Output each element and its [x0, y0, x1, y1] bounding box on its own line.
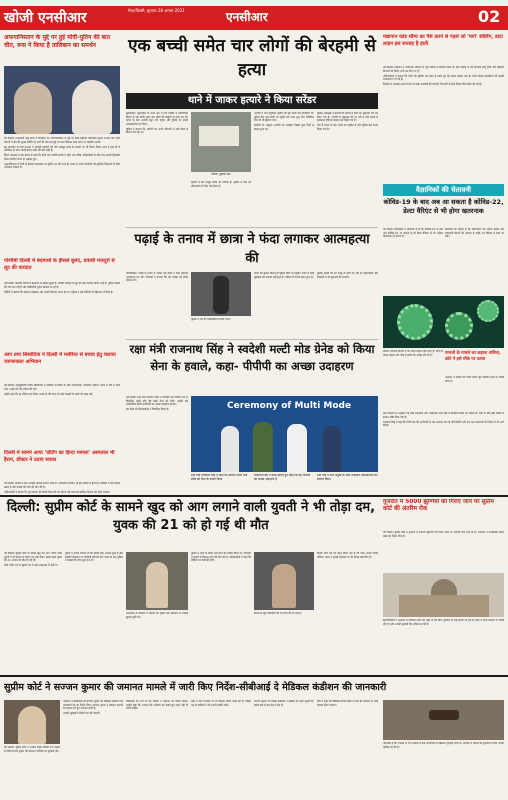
- ceremony-banner-text: Ceremony of Multi Mode: [227, 401, 352, 411]
- story2-body-col2: पुलिस ने शव को पोस्टमार्टम के लिए भेजा।: [191, 318, 231, 321]
- gavel-icon: [429, 710, 459, 720]
- masthead: [0, 0, 508, 32]
- date-line: मेरठ/दिल्ली, बुधवार 28 अगस्त 2021: [128, 8, 185, 13]
- story2-body-col1: गाजियाबाद। पढ़ाई के तनाव में आकर एक छात्रा ने फंदा लगाकर आत्महत्या कर ली। परिजनों ने बताया कि वह परीक्षा को लेकर परेशान थी।: [126, 272, 188, 283]
- supreme-court-dome: [431, 579, 457, 595]
- right-headline-2: कोविड-19 के बाद अब आ सकता है कोविड-22, डेल्टा वैरिएंट से भी होगा खतरनाक: [383, 198, 504, 215]
- court-gavel-photo: [383, 700, 504, 740]
- col1-body-1: नई दिल्ली। प्रधानमंत्री नरेंद्र मोदी ने मंगलवार को अफगानिस्तान के मुद्दे पर रूसी राष्ट्रपति व्लादिमीर पुतिन से बात की। दोनों नेताओं ने क्षेत्र की सुरक्षा स्थिति पर चर्चा की और इस मुद्दे पर साथ मिलकर काम करने पर सहमति जताई। इस बातचीत में दोनों नेताओं ने आपसी सहयोग को और मजबूत करने के उपायों पर भी विचार किया। रूस ने हाल ही में तालिबान के साथ संपर्क बनाए रखने की बात कही है। विदेश मंत्रालय ने एक बयान में कहा कि दोनों नेता करीबी संपर्क में रहेंगे और वरिष्ठ अधिकारियों के बीच एक स्थायी द्विपक्षीय चैनल स्थापित करने पर सहमत हुए। अफगानिस्तान में तेजी से बदलते घटनाक्रम पर दुनिया भर की नजर है। भारत ने अपने नागरिकों को सुरक्षित निकालने के लिए अभियान चलाया है।: [4, 137, 120, 170]
- right-body-2: नई दिल्ली। वैज्ञानिकों ने चेतावनी दी है कि कोविड-19 के बाद अब कोविड-22 आ सकता है जो डेल्टा वैरिएंट से भी अधिक खतरनाक हो सकता है।: [383, 228, 443, 239]
- story6-body-col5: सज्जन कुमार को दिल्ली हाईकोर्ट ने उम्रकैद की सजा सुनाई थी। इसके बाद से वह जेल में बंद हैं।: [254, 700, 314, 707]
- story6-body-col1: नई दिल्ली। सुप्रीम कोर्ट ने 1984 सिख विरोधी दंगा मामले में दोषी सज्जन कुमार की जमानत याचिका पर सुनवाई की।: [4, 746, 60, 753]
- lead-body-col1: मुरादाबाद। मुरादाबाद के थाना क्षेत्र में एक व्यक्ति ने पारिवारिक विवाद में एक बच्ची समेत चार लोगों की बेरहमी से हत्या कर दी। घटना के बाद आरोपी खुद थाने पहुंचा और पुलिस के सामने आत्मसमर्पण कर दिया। पुलिस ने बताया कि आरोपी का अपने परिजनों से लंबे समय से विवाद चल रहा था।: [126, 112, 188, 135]
- lead-body-col4: पुलिस अधीक्षक ने बताया कि मामले में हत्या का मुकदमा दर्ज कर लिया गया है। आरोपी से पूछताछ की जा रही है और घटना में इस्तेमाल हथियार बरामद कर लिया गया है। गांव में घटना के बाद तनाव का माहौल है और पुलिस बल तैनात किया गया है।: [317, 112, 378, 131]
- story4-headline: दिल्ली: सुप्रीम कोर्ट के सामने खुद को आग लगाने वाली युवती ने भी तोड़ा दम, युवक की 21 को हो गई थी मौत: [6, 500, 376, 533]
- story6-body-col4: कोर्ट ने जेल प्रशासन से भी स्वास्थ्य रिपोर्ट तलब की है। पीड़ित पक्ष के वकीलों ने भी अपनी दलीलें रखीं।: [191, 700, 251, 707]
- lead-body-col3: आरोपी ने थाने पहुंचकर पुलिस को पूरी घटना की जानकारी दी। पुलिस टीम तुरंत मौके पर पहुंची और जांच शुरू की। फॉरेंसिक टीम को भी बुलाया गया। ग्रामीणों के अनुसार आरोपी का व्यवहार पिछले कुछ दिनों से बदला हुआ था।: [254, 112, 314, 131]
- section-name: एनसीआर: [226, 10, 268, 24]
- story4-photo-2: [254, 552, 314, 610]
- story4-body-col1: नई दिल्ली। सुप्रीम कोर्ट के सामने खुद को आग लगाने वाली युवती ने भी इलाज के दौरान दम तोड़ दिया। इससे पहले युवक की 21 अगस्त को मौत हो गई थी। दोनों गंभीर रूप से झुलस गए थे और अस्पताल में भर्ती थे।: [4, 552, 62, 568]
- page-number: 02: [478, 7, 501, 26]
- ceremony-photo: [191, 396, 378, 472]
- sajjan-kumar-figure: [18, 706, 46, 744]
- story4-body-col3: अस्पताल के डॉक्टरों ने बताया कि युवती 80 प्रतिशत से अधिक झुलस चुकी थी।: [126, 612, 188, 619]
- putin-figure: [14, 82, 52, 134]
- lead-photo-caption: बरेली, पुलिस दल: [211, 173, 231, 176]
- story2-body-col4: पुलिस मामले की हर पहलू से जांच कर रही है। सहपाठियों और शिक्षकों से भी पूछताछ की जाएगी।: [317, 272, 378, 279]
- story6-body-col2: अदालत ने सीबीआई को सज्जन कुमार की मेडिकल कंडीशन की जानकारी देने का निर्देश दिया। सज्जन कुमार ने स्वास्थ्य कारणों का हवाला देते हुए जमानत मांगी है। अगली सुनवाई में रिपोर्ट पेश की जाएगी।: [63, 700, 123, 716]
- story4-photo-figure: [146, 562, 168, 608]
- ceremony-person-1: [221, 426, 239, 472]
- col1-headline-4: दिल्ली में सामने आया 'वोटिंग का हिन्दा मामला' अस्पताल भी हैरान, डॉक्टर ने उठाए सवाल: [4, 450, 115, 463]
- right-headline-3: मामलों के मामले का कहाना शर्मिला, कोर्ट ने इसे मौके पर उतारा: [445, 350, 501, 361]
- ceremony-person-3: [287, 424, 307, 472]
- col1-body-2: नई दिल्ली। पश्चिमी दिल्ली में बदमाशों के हौसले बुलंद हैं। प्रवासी मजदूरों से लूट की कई वारदातें सामने आई हैं। पुलिस मामले की जांच कर रही है और सीसीटीवी फुटेज खंगाले जा रहे हैं। पीड़ितों ने बताया कि बदमाश मोबाइल और नकदी छीनकर फरार हो गए। पुलिस ने कई संदिग्धों को हिरासत में लिया है।: [4, 282, 120, 294]
- story5-body-2: झुग्गीवासियों ने अदालत में याचिका दायर कर कहा था कि बिना पुनर्वास के उन्हें हटाया जा रहा है। कोर्ट ने राज्य सरकार से जवाब मांगा है और अगली सुनवाई की तारीख तय की है।: [383, 619, 504, 626]
- putin-modi-photo: [4, 66, 120, 134]
- story4-body-col4: पुलिस ने दोनों के बयान दर्ज करने का प्रयास किया था। परिजनों ने मामले में निष्पक्ष जांच की मांग की है। अधिकारियों ने कहा कि दोषियों पर कार्रवाई होगी।: [191, 552, 251, 563]
- sajjan-kumar-photo: [4, 700, 60, 744]
- paper-name: खोजी एनसीआर: [4, 10, 87, 26]
- story3-caption-2: राजनाथ सिंह ने ग्रेनेड सौंपते हुए कहा कि यह पीपीपी का अच्छा उदाहरण है: [254, 474, 311, 481]
- lead-photo: [191, 112, 251, 172]
- story4-photo-2-figure: [272, 564, 296, 608]
- story2-photo: [191, 272, 251, 316]
- story4-body-col6: विशेष जांच दल का गठन किया गया है जो जल्द अपनी रिपोर्ट सौंपेगा। घटना ने सुरक्षा व्यवस्था पर भी सवाल खड़े किए हैं।: [317, 552, 378, 559]
- rule-story2: [126, 227, 378, 228]
- right-body-1: नई दिल्ली। प्रशासन ने आवश्यक सेवाओं से जुड़े नियमों में बदलाव किया है। इस सप्ताह से नई व्यवस्था लागू होगी और संबंधित विभागों को निर्देश जारी कर दिए गए हैं। अधिकारियों ने बताया कि लोगों की सुविधा को ध्यान में रखते हुए यह कदम उठाया गया है। सभी जोनल कार्यालयों को इसकी जानकारी दे दी गई है। नियमों का उल्लंघन करने वालों पर सख्त कार्रवाई की जाएगी। निगरानी के लिए विशेष टीमें गठित की गई हैं।: [383, 66, 504, 87]
- col1-body-3: नई दिल्ली। उपमुख्यमंत्री मनीष सिसोदिया ने मलेरिया से बचाव के लिए जागरूकता अभियान चलाया। लोगों से घरों में पानी जमा न होने देने की अपील की गई। उन्होंने कहा कि हर रविवार दस मिनट अपने घर की जांच करें और मच्छरों के लार्वा को खत्म करें।: [4, 384, 120, 396]
- supreme-court-building: [399, 595, 489, 617]
- col1-headline-1: अफगानिस्तान के मुद्दे पर हुई मोदी-पुतिन की बात चीत, रूस ने किया है तालिबान का समर्थन: [4, 34, 111, 49]
- story5-headline: गुजरात में 5000 झुग्गियों को गिराए जाने पर सुप्रीम कोर्ट की अंतरिम रोक: [383, 499, 494, 513]
- story5-body-1: नई दिल्ली। सुप्रीम कोर्ट ने गुजरात में 5000 झुग्गियों को गिराए जाने पर अंतरिम रोक लगा दी है। अदालत ने यथास्थिति बनाए रखने का निर्देश दिया है।: [383, 531, 504, 538]
- story3-headline: रक्षा मंत्री राजनाथ सिंह ने स्वदेशी मल्टी मोड ग्रेनेड को किया सेना के हवाले, कहा- पीपीपी का अच्छा उदाहरण: [129, 342, 375, 373]
- col1-headline-3: आप तथा सिसोदिया ने दिल्ली में मलेरिया से बचाव हेतु चलाया जागरूकता अभियान: [4, 352, 116, 365]
- col1-headline-2: पश्चिमी दिल्ली में बदमाशों के हौसले बुलंद, प्रवासी मजदूरों से लूट की वारदात: [4, 258, 115, 271]
- story3-body-col1: नई दिल्ली। रक्षा मंत्री राजनाथ सिंह ने मंगलवार को स्वदेशी रूप से विकसित मल्टी मोड हैंड ग्रेनेड सेना को सौंपे। उन्होंने इसे सार्वजनिक-निजी भागीदारी का अच्छा उदाहरण बताया। इस ग्रेनेड को डीआरडीओ ने विकसित किया है।: [126, 396, 188, 412]
- right-subhead: वैज्ञानिकों की चेतावनी: [416, 186, 471, 194]
- lead-body-col2: मृतकों में एक मासूम बच्ची भी शामिल है। पुलिस ने शवों को पोस्टमार्टम के लिए भेज दिया है।: [191, 181, 251, 188]
- right-body-5: अदालत ने मामले को गंभीर बताते हुए संबंधित पक्षों से जवाब मांगा है।: [445, 376, 504, 383]
- story6-rule: [0, 675, 508, 677]
- right-body-4: दिल्ली। स्वास्थ्य विभाग ने नए दिशा-निर्देश जारी किए हैं। लोगों से मास्क पहनने और भीड़ से बचने की अपील की गई है।: [383, 350, 443, 357]
- story4-photo: [126, 552, 188, 610]
- story3-body-col5: रक्षा मंत्रालय के अनुसार यह ग्रेनेड रक्षात्मक और आक्रामक दोनों मोड में इस्तेमाल किया जा सकता है। सेना के लिए बड़ी संख्या में इनका ऑर्डर दिया गया है। राजनाथ सिंह ने कहा कि निजी क्षेत्र की भागीदारी से रक्षा उत्पादन को नई गति मिलेगी और देश रक्षा उपकरणों के निर्यात में भी आगे बढ़ेगा।: [383, 412, 504, 428]
- rule-story3: [126, 339, 378, 340]
- virus-particle-1: [397, 304, 433, 340]
- right-headline-1: मद्यापान कांड सौम्य का पैसे करने से पहले जो 'मार्ग' सीलिंग, डाटा लाइन इस सप्ताह है हाती: [383, 34, 503, 47]
- lead-headline: एक बच्ची समेत चार लोगों की बेरहमी से हत्या: [128, 36, 376, 80]
- story2-body-col3: घटना की सूचना मिलते ही पुलिस मौके पर पहुंची। कमरे से कोई सुसाइड नोट बरामद नहीं हुआ है। परिवार में मातम छाया हुआ है।: [254, 272, 314, 279]
- right-body-3: विशेषज्ञों का कहना है कि टीकाकरण की रफ्तार बढ़ाने और सावधानी बरतने की जरूरत है ताकि नए वैरिएंट से बचा जा सके।: [445, 228, 504, 239]
- virus-particle-2: [445, 312, 473, 340]
- story6-body-col3: सीबीआई की ओर से पेश वकील ने जमानत का विरोध किया। उन्होंने कहा कि अपराध की गंभीरता को देखते हुए राहत नहीं दी जानी चाहिए।: [126, 700, 188, 711]
- virus-particle-3: [477, 300, 499, 322]
- story3-caption-1: रक्षा मंत्री राजनाथ सिंह ने कहा कि स्वदेशी मल्टी मोड ग्रेनेड को सेना के हवाले किया: [191, 474, 248, 481]
- story6-body-col7: गौरतलब है कि 1984 के दंगा मामलों में कई आरोपियों के खिलाफ सुनवाई जारी है। अदालत ने मामले की सुनवाई के लिए अगली तारीख तय की है।: [383, 742, 504, 749]
- story2-photo-figure: [213, 276, 229, 314]
- lead-subhead: थाने में जाकर हत्यारे ने किया सरेंडर: [187, 95, 317, 106]
- virus-image: [383, 296, 504, 348]
- supreme-court-photo: [383, 573, 504, 617]
- story6-headline: सुप्रीम कोर्ट ने सज्जन कुमार की जमानत मामले में जारी किए निर्देश-सीबीआई दे मेडिकल कंडीशन की जानकारी: [4, 682, 387, 693]
- lead-photo-sign: [199, 126, 239, 146]
- story4-rule: [0, 495, 508, 497]
- modi-figure: [72, 80, 112, 134]
- story6-body-col6: पीठ ने कहा कि मेडिकल रिपोर्ट देखने के बाद ही जमानत पर कोई फैसला लिया जाएगा।: [317, 700, 378, 707]
- ceremony-person-4: [323, 426, 341, 472]
- story3-caption-3: रक्षा मंत्री ने सेना प्रमुख के साथ उपस्थित अधिकारियों का स्वागत किया: [317, 474, 378, 481]
- story4-body-col5: मामले से जुड़े दस्तावेजों की भी जांच की जा रही है।: [254, 612, 302, 615]
- story4-body-col2: युवती ने आरोप लगाया था कि उसके साथ अन्याय हुआ है और उसकी शिकायत पर कार्रवाई नहीं की गई। घटना के बाद पुलिस ने मामले की जांच शुरू कर दी।: [65, 552, 123, 563]
- story2-headline: पढ़ाई के तनाव में छात्रा ने फंदा लगाकर आत्महत्या की: [134, 232, 370, 266]
- ceremony-person-2: [253, 422, 273, 472]
- col1-body-4: नई दिल्ली। दिल्ली में एक अनोखा मामला सामने आया है। अस्पताल प्रशासन भी इस मामले से हैरान है। डॉक्टरों ने कई सवाल उठाए हैं और मामले की जांच की मांग की है। अधिकारियों ने बताया कि पूरे प्रकरण की रिपोर्ट तैयार की जा रही है और जल्द ही संबंधित विभाग को भेजी जाएगी।: [4, 482, 120, 494]
